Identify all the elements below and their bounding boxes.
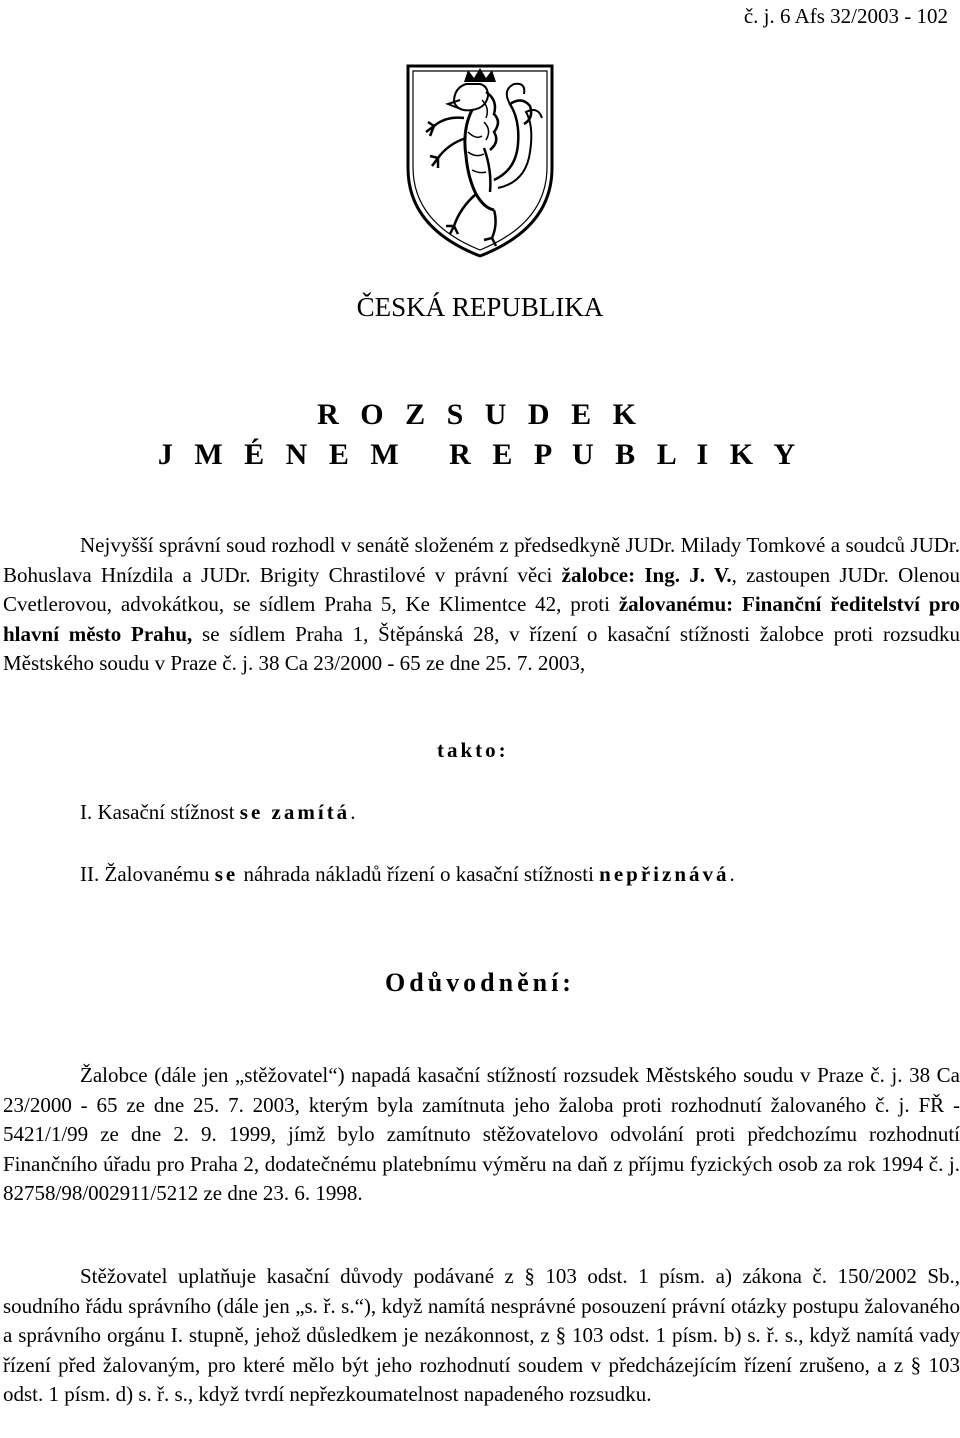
verdict-ii-mid: náhrada nákladů řízení o kasační stížnosti (238, 862, 600, 886)
plaintiff: žalobce: Ing. J. V. (561, 562, 732, 587)
judgment-subtitle: J M É N E M R E P U B L I K Y (157, 438, 803, 471)
takto-heading: takto: (437, 738, 509, 762)
reasoning-paragraph-1: Žalobce (dále jen „stěžovatel“) napadá kasační stížností rozsudek Městského soudu v Praze č. j. 38 Ca 23/2000 - 65 ze dne 25. 7. 2003, kterým byla zamítnuta jeho žaloba proti rozhodnutí žalovaného č. j. FŘ - 5421/1/99 ze dne 2. 9. 1999, jímž bylo zamítnuto stěžovatelovo odvolání proti předchozímu rozhodnutí Finančního úřadu pro Praha 2, dodatečnému platebnímu výměru na daň z příjmu fyzických osob za rok 1994 č. j. 82758/98/002911/5212 ze dne 23. 6. 1998. (3, 1063, 960, 1206)
verdict-ii-end: . (729, 862, 735, 886)
verdict-ii-text: II. Žalovanému (80, 862, 215, 886)
intro-text-1: Nejvyšší správní soud rozhodl v senátě složeném z předsedkyně JUDr. Milady Tomkové a soudců JUDr. Bohuslava Hnízdila a JUDr. Brigity Chrastilové v právní věci (3, 533, 960, 587)
intro-text-3: se sídlem Praha 1, Štěpánská 28, v řízení o kasační stížnosti žalobce proti rozsudku Městského soudu v Praze č. j. 38 Ca 23/2000 - 65 ze dne 25. 7. 2003, (3, 621, 960, 676)
verdict-item-ii (80, 862, 735, 887)
defendant: žalovanému: Finanční ředitelství pro hlavní město Prahu, (3, 592, 960, 646)
verdict-ii-se: se (214, 862, 239, 886)
intro-paragraph (3, 531, 960, 679)
judgment-title: R O Z S U D E K (317, 398, 643, 431)
intro-text-2: , zastoupen JUDr. Olenou Cvetlerovou, advokátkou, se sídlem Praha 5, Ke Klimentce 42, proti (3, 562, 960, 617)
verdict-i-end: . (350, 800, 356, 824)
case-reference: č. j. 6 Afs 32/2003 - 102 (743, 4, 948, 28)
verdict-item-i (80, 800, 355, 825)
country-heading: ČESKÁ REPUBLIKA (356, 292, 604, 322)
verdict-i-emphasis: se zamítá (239, 800, 351, 824)
verdict-ii-emphasis: nepřiznává (599, 862, 730, 886)
reasoning-heading: Odůvodnění: (385, 968, 575, 997)
coat-of-arms-icon (402, 60, 558, 260)
reasoning-paragraph-2: Stěžovatel uplatňuje kasační důvody podávané z § 103 odst. 1 písm. a) zákona č. 150/2002 Sb., soudního řádu správního (dále jen „s. ř. s.“), když namítá nesprávné posouzení právní otázky postupu žalovaného a správního orgánu I. stupně, jehož důsledkem je nezákonnost, z § 103 odst. 1 písm. b) s. ř. s., když namítá vady řízení před žalovaným, pro které mělo být jeho rozhodnutí soudem v předcházejícím řízení zrušeno, a z § 103 odst. 1 písm. d) s. ř. s., když tvrdí nepřezkoumatelnost napadeného rozsudku. (3, 1264, 960, 1407)
verdict-i-text: I. Kasační stížnost (80, 800, 240, 824)
